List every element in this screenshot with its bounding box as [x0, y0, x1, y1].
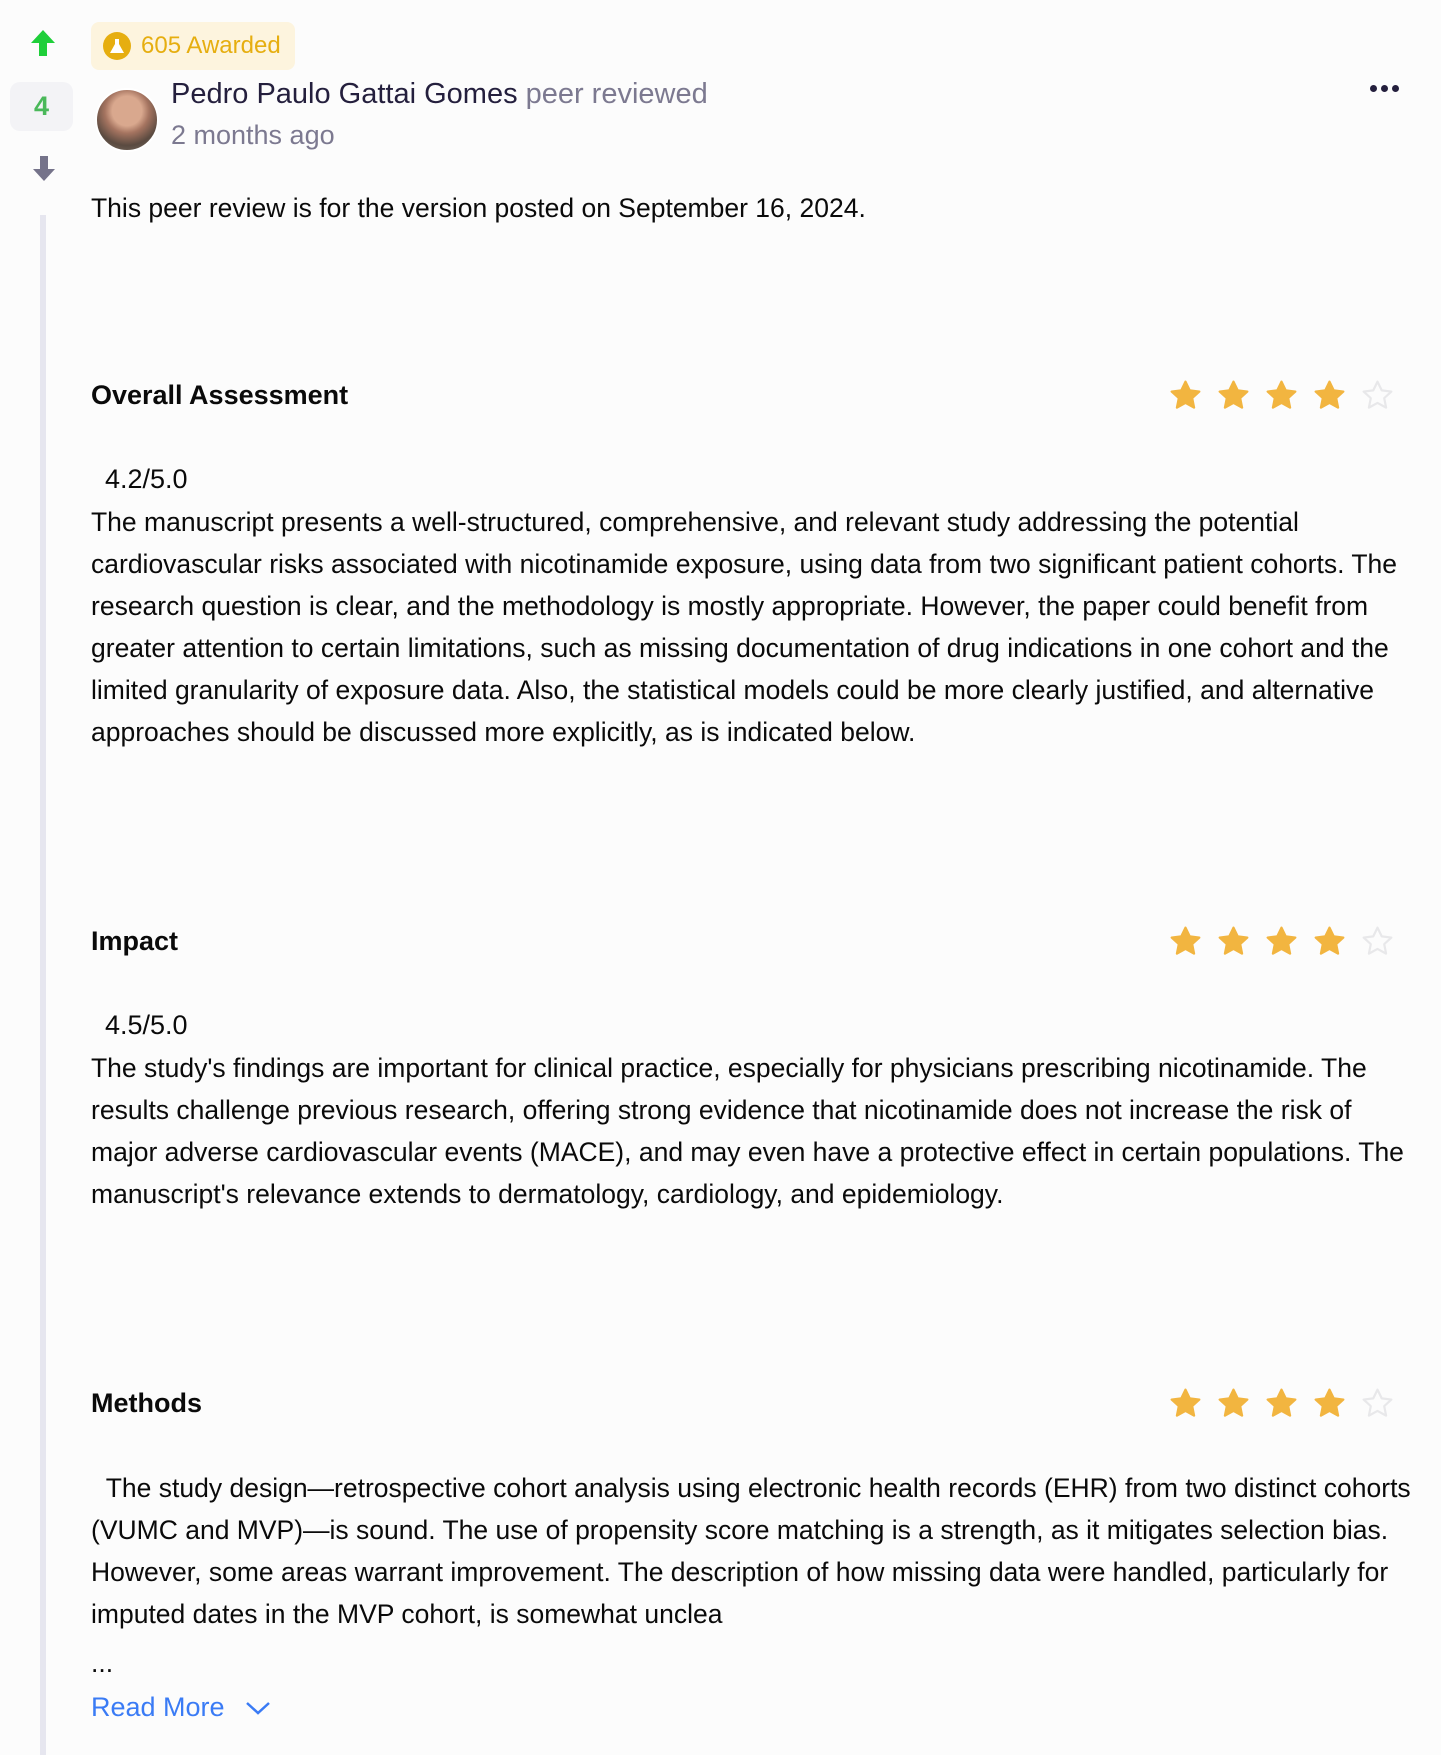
- ellipsis: ...: [91, 1648, 114, 1678]
- section-title: Methods: [91, 1388, 202, 1418]
- chevron-down-icon: [245, 1700, 271, 1716]
- author-action: peer reviewed: [525, 78, 708, 110]
- section-score: 4.2/5.0: [105, 464, 188, 494]
- read-more-label: Read More: [91, 1692, 225, 1722]
- star-filled-icon: [1312, 1386, 1347, 1421]
- review-intro: This peer review is for the version posted on September 16, 2024.: [91, 193, 866, 223]
- star-filled-icon: [1168, 378, 1203, 413]
- star-empty-icon: [1360, 1386, 1395, 1421]
- star-filled-icon: [1264, 378, 1299, 413]
- read-more-button[interactable]: [91, 1692, 271, 1723]
- star-rating: [1168, 1386, 1395, 1421]
- star-filled-icon: [1168, 924, 1203, 959]
- star-rating: [1168, 924, 1395, 959]
- thread-line: [40, 215, 46, 1755]
- star-filled-icon: [1216, 924, 1251, 959]
- star-filled-icon: [1216, 378, 1251, 413]
- star-rating: [1168, 378, 1395, 413]
- section-title: Impact: [91, 926, 179, 956]
- section-score: 4.5/5.0: [105, 1010, 188, 1040]
- upvote-icon[interactable]: [28, 28, 58, 58]
- author-name[interactable]: Pedro Paulo Gattai Gomes: [171, 78, 518, 110]
- flask-icon: [103, 32, 131, 60]
- vote-count: 4: [10, 82, 73, 131]
- star-empty-icon: [1360, 924, 1395, 959]
- star-filled-icon: [1168, 1386, 1203, 1421]
- author-line: [171, 78, 708, 111]
- star-filled-icon: [1264, 924, 1299, 959]
- more-options-icon[interactable]: [1370, 85, 1399, 92]
- section-title: Overall Assessment: [91, 380, 349, 410]
- section-body: The study design—retrospective cohort analysis using electronic health records (EHR) from two distinct cohorts (VUMC and MVP)—is sound. The use of propensity score matching is a strength, as it mitigates selection bias. However, some areas warrant improvement. The description of how missing data were handled, particularly for imputed dates in the MVP cohort, is somewhat unclea: [91, 1473, 1419, 1629]
- star-filled-icon: [1312, 378, 1347, 413]
- section-body: The study's findings are important for clinical practice, especially for physicians prescribing nicotinamide. The results challenge previous research, offering strong evidence that nicotinamide does not increase the risk of major adverse cardiovascular events (MACE), and may even have a protective effect in certain populations. The manuscript's relevance extends to dermatology, cardiology, and epidemiology.: [91, 1053, 1404, 1209]
- star-filled-icon: [1312, 924, 1347, 959]
- timestamp: 2 months ago: [171, 120, 335, 150]
- star-empty-icon: [1360, 378, 1395, 413]
- star-filled-icon: [1264, 1386, 1299, 1421]
- star-filled-icon: [1216, 1386, 1251, 1421]
- award-label: 605 Awarded: [141, 32, 281, 59]
- avatar[interactable]: [95, 88, 159, 152]
- section-body: The manuscript presents a well-structured, comprehensive, and relevant study addressing the potential cardiovascular risks associated with nicotinamide exposure, using data from two significant patient cohorts. The research question is clear, and the methodology is mostly appropriate. However, the paper could benefit from greater attention to certain limitations, such as missing documentation of drug indications in one cohort and the limited granularity of exposure data. Also, the statistical models could be more clearly justified, and alternative approaches should be discussed more explicitly, as is indicated below.: [91, 507, 1398, 747]
- award-badge: [91, 22, 295, 70]
- downvote-icon[interactable]: [31, 153, 57, 183]
